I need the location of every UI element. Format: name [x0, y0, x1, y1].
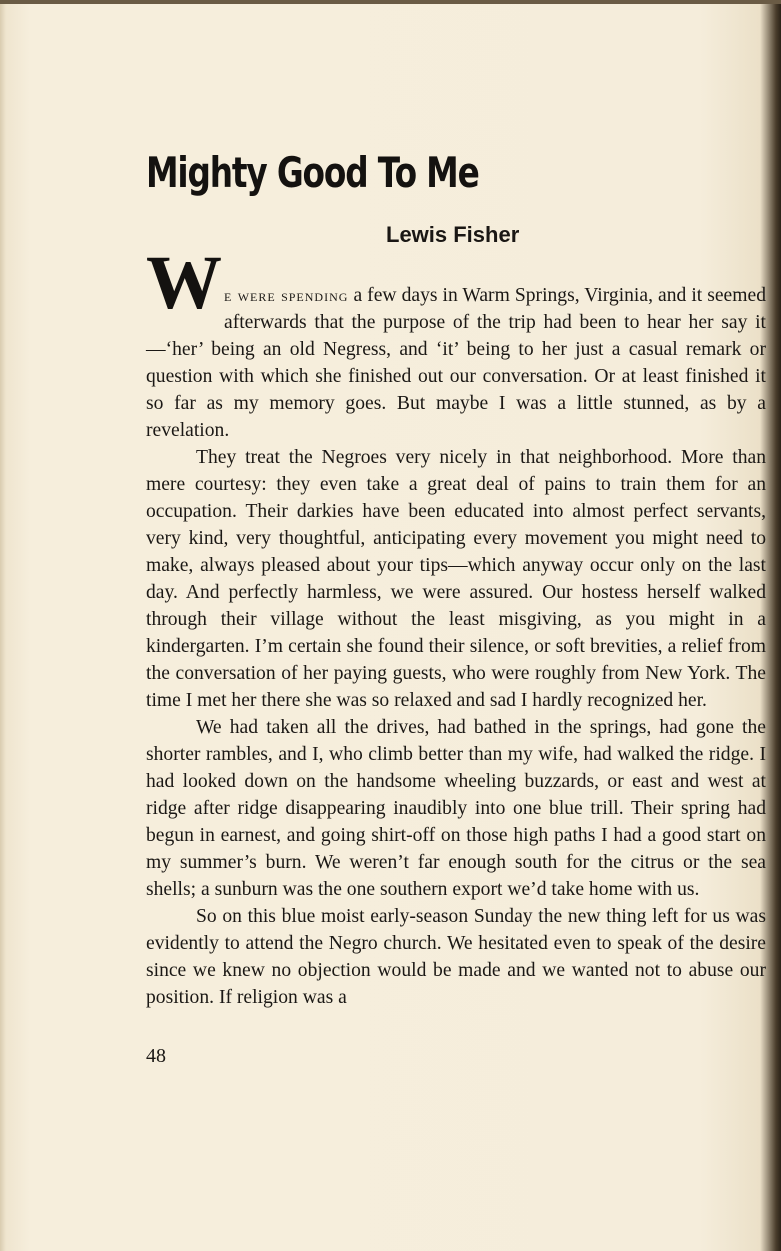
paragraph-4: So on this blue moist early-season Sunday the new thing left for us was evidently to attend the Negro church. We hesitated even to speak of the desire since we knew no objection would be made and we wanted not to abuse our position. If religion was a	[146, 906, 766, 1008]
paragraph-1-text: a few days in Warm Springs, Virginia, and it seemed afterwards that the purpose of the trip had been to hear her say it—‘her’ being an old Negress, and ‘it’ being to her just a casual remark or question with which she finished out our conversation. Or at least finished it so far as my memory goes. But maybe I was a little stunned, as by a revelation.	[146, 285, 766, 441]
page-top-edge	[0, 0, 781, 4]
paragraph-2: They treat the Negroes very nicely in that neighborhood. More than mere courtesy: they even take a great deal of pains to train them for an occupation. Their darkies have been educated into almost perfect servants, very kind, very thoughtful, anticipating every movement you might need to make, always pleased about your tips—which anyway occur only on the last day. And perfectly harmless, we were assured. Our hostess herself walked through their village without the least misgiving, as you might in a kindergarten. I’m certain she found their silence, or soft brevities, a relief from the conversation of her paying guests, who were roughly from New York. The time I met her there she was so relaxed and sad I hardly recognized her.	[146, 447, 766, 711]
drop-cap: W	[146, 241, 222, 325]
article-author: Lewis Fisher	[386, 222, 520, 247]
opening-small-caps: e were spending	[224, 286, 349, 305]
article-title: Mighty Good To Me	[146, 148, 479, 197]
paragraph-1	[146, 241, 766, 444]
page-number: 48	[146, 1045, 166, 1067]
paragraph-3: We had taken all the drives, had bathed in the springs, had gone the shorter rambles, and I, who climb better than my wife, had walked the ridge. I had looked down on the handsome wheeling buzzards, or east and west at ridge after ridge disappearing inaudibly into one blue trill. Their spring had begun in earnest, and going shirt-off on those high paths I had a good start on my summer’s burn. We weren’t far enough south for the citrus or the sea shells; a sunburn was the one southern export we’d take home with us.	[146, 717, 766, 900]
article-body	[146, 241, 766, 1011]
